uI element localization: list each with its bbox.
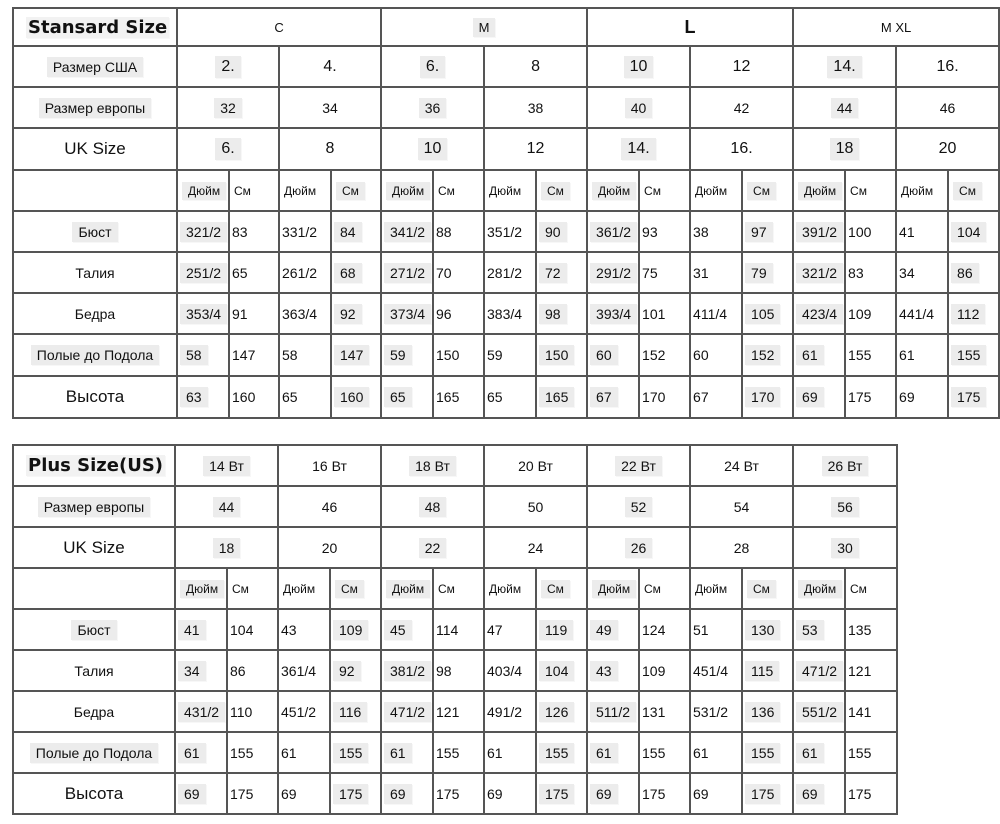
plus-waist-value-cm: 86 (227, 650, 278, 691)
standard-size-table (12, 7, 1000, 419)
plus-unit-label-cm: См (742, 568, 793, 609)
plus-bust-value-cm: 114 (433, 609, 484, 650)
bust-value-cm: 104 (948, 211, 999, 252)
plus-bust-value-cm: 135 (845, 609, 897, 650)
uk-size-value: 16. (690, 128, 793, 170)
length-value-inch: 59 (484, 334, 536, 376)
plus-height-value-cm: 175 (330, 773, 381, 814)
waist-value-inch: 291/2 (587, 252, 639, 293)
waist-value-cm: 72 (536, 252, 587, 293)
uk-size-value: 12 (484, 128, 587, 170)
length-value-cm: 150 (536, 334, 587, 376)
length-value-inch: 61 (793, 334, 845, 376)
plus-uk-size-value: 24 (484, 527, 587, 568)
row-label-uk: UK Size (13, 128, 177, 170)
plus-bust-value-inch: 45 (381, 609, 433, 650)
plus-waist-value-inch: 361/4 (278, 650, 330, 691)
bust-value-cm: 93 (639, 211, 690, 252)
plus-unit-label-cm: См (433, 568, 484, 609)
bust-value-cm: 97 (742, 211, 793, 252)
plus-hips-value-cm: 126 (536, 691, 587, 732)
plus-hips-value-cm: 141 (845, 691, 897, 732)
plus-waist-value-inch: 451/4 (690, 650, 742, 691)
height-value-inch: 65 (381, 376, 433, 418)
uk-size-value: 8 (279, 128, 381, 170)
unit-label-cm: См (536, 170, 587, 211)
hips-value-cm: 112 (948, 293, 999, 334)
bust-value-inch: 331/2 (279, 211, 331, 252)
unit-label-inch: Дюйм (896, 170, 948, 211)
plus-length-value-inch: 61 (690, 732, 742, 773)
plus-hips-value-cm: 136 (742, 691, 793, 732)
plus-height-value-cm: 175 (433, 773, 484, 814)
height-value-cm: 175 (948, 376, 999, 418)
eu-size-value: 38 (484, 87, 587, 128)
plus-unit-label-inch: Дюйм (381, 568, 433, 609)
height-value-cm: 170 (639, 376, 690, 418)
plus-unit-label-cm: См (227, 568, 278, 609)
plus-unit-row (13, 568, 897, 609)
plus-unit-label-blank (13, 568, 175, 609)
length-value-inch: 59 (381, 334, 433, 376)
plus-length-value-inch: 61 (484, 732, 536, 773)
plus-bust-value-cm: 119 (536, 609, 587, 650)
eu-size-row (13, 87, 999, 128)
plus-row-label-length: Полые до Подола (13, 732, 175, 773)
height-value-inch: 69 (793, 376, 845, 418)
plus-length-row (13, 732, 897, 773)
plus-row-label-waist: Талия (13, 650, 175, 691)
us-size-value: 14. (793, 46, 896, 87)
eu-size-value: 36 (381, 87, 484, 128)
size-letter-l: L (587, 8, 793, 46)
hips-value-inch: 441/4 (896, 293, 948, 334)
plus-eu-size-value: 46 (278, 486, 381, 527)
hips-row (13, 293, 999, 334)
plus-row-label-hips: Бедра (13, 691, 175, 732)
plus-length-value-cm: 155 (536, 732, 587, 773)
length-value-inch: 58 (177, 334, 229, 376)
plus-height-value-inch: 69 (793, 773, 845, 814)
hips-value-inch: 383/4 (484, 293, 536, 334)
plus-length-value-inch: 61 (175, 732, 227, 773)
waist-value-inch: 251/2 (177, 252, 229, 293)
uk-size-value: 18 (793, 128, 896, 170)
plus-hips-value-inch: 491/2 (484, 691, 536, 732)
plus-us-size-value: 24 Вт (690, 445, 793, 486)
hips-value-cm: 96 (433, 293, 484, 334)
unit-label-cm: См (639, 170, 690, 211)
waist-value-cm: 79 (742, 252, 793, 293)
waist-value-inch: 281/2 (484, 252, 536, 293)
plus-length-value-cm: 155 (742, 732, 793, 773)
plus-length-value-cm: 155 (639, 732, 690, 773)
length-value-cm: 152 (639, 334, 690, 376)
plus-bust-value-cm: 109 (330, 609, 381, 650)
plus-uk-size-value: 30 (793, 527, 897, 568)
waist-value-cm: 65 (229, 252, 279, 293)
plus-waist-value-cm: 109 (639, 650, 690, 691)
plus-us-size-value: 22 Вт (587, 445, 690, 486)
plus-us-size-value: 20 Вт (484, 445, 587, 486)
plus-bust-value-inch: 43 (278, 609, 330, 650)
size-letter-c: C (177, 8, 381, 46)
plus-height-value-cm: 175 (845, 773, 897, 814)
plus-bust-value-inch: 47 (484, 609, 536, 650)
row-label-waist: Талия (13, 252, 177, 293)
bust-value-inch: 38 (690, 211, 742, 252)
row-label-us: Размер США (13, 46, 177, 87)
bust-value-inch: 341/2 (381, 211, 433, 252)
plus-eu-size-value: 52 (587, 486, 690, 527)
row-label-bust: Бюст (13, 211, 177, 252)
plus-unit-label-cm: См (845, 568, 897, 609)
hips-value-inch: 393/4 (587, 293, 639, 334)
height-value-cm: 175 (845, 376, 896, 418)
plus-hips-row (13, 691, 897, 732)
plus-length-value-inch: 61 (587, 732, 639, 773)
hips-value-inch: 411/4 (690, 293, 742, 334)
plus-length-value-cm: 155 (845, 732, 897, 773)
eu-size-value: 32 (177, 87, 279, 128)
plus-hips-value-cm: 116 (330, 691, 381, 732)
plus-bust-value-inch: 49 (587, 609, 639, 650)
unit-label-blank (13, 170, 177, 211)
length-value-inch: 60 (690, 334, 742, 376)
us-size-value: 4. (279, 46, 381, 87)
plus-length-value-cm: 155 (433, 732, 484, 773)
bust-value-cm: 100 (845, 211, 896, 252)
unit-label-inch: Дюйм (587, 170, 639, 211)
height-value-cm: 160 (229, 376, 279, 418)
plus-waist-value-cm: 98 (433, 650, 484, 691)
plus-uk-size-value: 18 (175, 527, 278, 568)
plus-row-label-uk: UK Size (13, 527, 175, 568)
bust-row (13, 211, 999, 252)
eu-size-value: 44 (793, 87, 896, 128)
plus-height-value-cm: 175 (742, 773, 793, 814)
plus-eu-size-value: 50 (484, 486, 587, 527)
plus-waist-row (13, 650, 897, 691)
hips-value-cm: 105 (742, 293, 793, 334)
height-value-cm: 165 (433, 376, 484, 418)
plus-height-value-inch: 69 (381, 773, 433, 814)
plus-uk-size-value: 26 (587, 527, 690, 568)
plus-bust-value-inch: 51 (690, 609, 742, 650)
plus-length-value-inch: 61 (278, 732, 330, 773)
waist-value-inch: 34 (896, 252, 948, 293)
plus-eu-size-value: 44 (175, 486, 278, 527)
plus-height-value-inch: 69 (587, 773, 639, 814)
plus-bust-value-inch: 41 (175, 609, 227, 650)
plus-length-value-inch: 61 (381, 732, 433, 773)
waist-value-cm: 70 (433, 252, 484, 293)
plus-row-label-height: Высота (13, 773, 175, 814)
row-label-length: Полые до Подола (13, 334, 177, 376)
plus-bust-value-cm: 124 (639, 609, 690, 650)
us-size-value: 8 (484, 46, 587, 87)
hips-value-cm: 109 (845, 293, 896, 334)
bust-value-cm: 90 (536, 211, 587, 252)
hips-value-cm: 101 (639, 293, 690, 334)
length-value-inch: 61 (896, 334, 948, 376)
us-size-value: 10 (587, 46, 690, 87)
plus-row-label-bust: Бюст (13, 609, 175, 650)
waist-value-cm: 83 (845, 252, 896, 293)
eu-size-value: 42 (690, 87, 793, 128)
unit-label-cm: См (433, 170, 484, 211)
hips-value-inch: 423/4 (793, 293, 845, 334)
plus-hips-value-inch: 551/2 (793, 691, 845, 732)
unit-label-inch: Дюйм (279, 170, 331, 211)
height-row (13, 376, 999, 418)
height-value-inch: 67 (587, 376, 639, 418)
waist-value-cm: 75 (639, 252, 690, 293)
uk-size-value: 6. (177, 128, 279, 170)
plus-eu-size-value: 54 (690, 486, 793, 527)
plus-uk-size-value: 20 (278, 527, 381, 568)
height-value-inch: 67 (690, 376, 742, 418)
plus-height-value-cm: 175 (639, 773, 690, 814)
eu-size-value: 40 (587, 87, 690, 128)
plus-uk-size-row (13, 527, 897, 568)
us-size-value: 12 (690, 46, 793, 87)
length-row (13, 334, 999, 376)
plus-title: Plus Size(US) (28, 455, 164, 476)
plus-title-cell (13, 445, 175, 486)
length-value-cm: 150 (433, 334, 484, 376)
plus-us-size-value: 26 Вт (793, 445, 897, 486)
plus-waist-value-inch: 471/2 (793, 650, 845, 691)
plus-waist-value-inch: 43 (587, 650, 639, 691)
bust-value-inch: 351/2 (484, 211, 536, 252)
row-label-height: Высота (13, 376, 177, 418)
plus-eu-size-value: 56 (793, 486, 897, 527)
height-value-inch: 65 (484, 376, 536, 418)
unit-label-cm: См (331, 170, 381, 211)
plus-height-row (13, 773, 897, 814)
plus-length-value-cm: 155 (330, 732, 381, 773)
plus-hips-value-cm: 131 (639, 691, 690, 732)
length-value-inch: 60 (587, 334, 639, 376)
unit-label-inch: Дюйм (690, 170, 742, 211)
plus-waist-value-cm: 121 (845, 650, 897, 691)
length-value-inch: 58 (279, 334, 331, 376)
height-value-inch: 69 (896, 376, 948, 418)
plus-hips-value-inch: 451/2 (278, 691, 330, 732)
plus-unit-label-inch: Дюйм (690, 568, 742, 609)
plus-us-size-value: 18 Вт (381, 445, 484, 486)
waist-value-inch: 271/2 (381, 252, 433, 293)
plus-length-value-cm: 155 (227, 732, 278, 773)
standard-title-cell (13, 8, 177, 46)
bust-value-inch: 41 (896, 211, 948, 252)
height-value-inch: 63 (177, 376, 229, 418)
height-value-cm: 160 (331, 376, 381, 418)
plus-waist-value-inch: 381/2 (381, 650, 433, 691)
length-value-cm: 147 (229, 334, 279, 376)
hips-value-inch: 363/4 (279, 293, 331, 334)
plus-height-value-inch: 69 (175, 773, 227, 814)
plus-us-size-value: 16 Вт (278, 445, 381, 486)
plus-waist-value-cm: 104 (536, 650, 587, 691)
size-letter-m: M (381, 8, 587, 46)
plus-hips-value-cm: 110 (227, 691, 278, 732)
plus-length-value-inch: 61 (793, 732, 845, 773)
bust-value-cm: 84 (331, 211, 381, 252)
bust-value-cm: 83 (229, 211, 279, 252)
unit-label-cm: См (742, 170, 793, 211)
plus-uk-size-value: 28 (690, 527, 793, 568)
plus-unit-label-inch: Дюйм (587, 568, 639, 609)
unit-label-cm: См (229, 170, 279, 211)
bust-value-cm: 88 (433, 211, 484, 252)
plus-us-size-value: 14 Вт (175, 445, 278, 486)
plus-waist-value-inch: 34 (175, 650, 227, 691)
length-value-cm: 155 (948, 334, 999, 376)
unit-label-inch: Дюйм (793, 170, 845, 211)
plus-row-label-eu: Размер европы (13, 486, 175, 527)
plus-size-table (12, 444, 898, 815)
plus-unit-label-inch: Дюйм (793, 568, 845, 609)
uk-size-value: 14. (587, 128, 690, 170)
plus-height-value-inch: 69 (278, 773, 330, 814)
row-label-eu: Размер европы (13, 87, 177, 128)
plus-eu-size-value: 48 (381, 486, 484, 527)
unit-label-inch: Дюйм (177, 170, 229, 211)
size-letter-mxl: M XL (793, 8, 999, 46)
plus-bust-value-cm: 130 (742, 609, 793, 650)
plus-us-size-row (13, 445, 897, 486)
length-value-cm: 147 (331, 334, 381, 376)
uk-size-value: 20 (896, 128, 999, 170)
plus-height-value-inch: 69 (690, 773, 742, 814)
plus-hips-value-inch: 511/2 (587, 691, 639, 732)
plus-height-value-cm: 175 (536, 773, 587, 814)
bust-value-inch: 391/2 (793, 211, 845, 252)
plus-unit-label-inch: Дюйм (484, 568, 536, 609)
unit-row (13, 170, 999, 211)
bust-value-inch: 321/2 (177, 211, 229, 252)
length-value-cm: 155 (845, 334, 896, 376)
hips-value-cm: 92 (331, 293, 381, 334)
hips-value-cm: 91 (229, 293, 279, 334)
row-label-hips: Бедра (13, 293, 177, 334)
plus-hips-value-cm: 121 (433, 691, 484, 732)
waist-value-cm: 68 (331, 252, 381, 293)
height-value-cm: 170 (742, 376, 793, 418)
unit-label-inch: Дюйм (381, 170, 433, 211)
waist-value-inch: 31 (690, 252, 742, 293)
waist-value-inch: 261/2 (279, 252, 331, 293)
plus-waist-value-cm: 115 (742, 650, 793, 691)
plus-unit-label-inch: Дюйм (175, 568, 227, 609)
us-size-value: 16. (896, 46, 999, 87)
plus-waist-value-inch: 403/4 (484, 650, 536, 691)
plus-unit-label-cm: См (536, 568, 587, 609)
plus-waist-value-cm: 92 (330, 650, 381, 691)
hips-value-inch: 373/4 (381, 293, 433, 334)
plus-unit-label-cm: См (639, 568, 690, 609)
uk-size-row (13, 128, 999, 170)
waist-value-cm: 86 (948, 252, 999, 293)
eu-size-value: 46 (896, 87, 999, 128)
standard-title: Stansard Size (28, 16, 168, 38)
uk-size-value: 10 (381, 128, 484, 170)
plus-height-value-inch: 69 (484, 773, 536, 814)
plus-bust-row (13, 609, 897, 650)
plus-hips-value-inch: 471/2 (381, 691, 433, 732)
waist-row (13, 252, 999, 293)
us-size-value: 2. (177, 46, 279, 87)
plus-unit-label-cm: См (330, 568, 381, 609)
height-value-cm: 165 (536, 376, 587, 418)
height-value-inch: 65 (279, 376, 331, 418)
hips-value-inch: 353/4 (177, 293, 229, 334)
bust-value-inch: 361/2 (587, 211, 639, 252)
plus-uk-size-value: 22 (381, 527, 484, 568)
hips-value-cm: 98 (536, 293, 587, 334)
waist-value-inch: 321/2 (793, 252, 845, 293)
unit-label-cm: См (845, 170, 896, 211)
plus-unit-label-inch: Дюйм (278, 568, 330, 609)
plus-hips-value-inch: 431/2 (175, 691, 227, 732)
unit-label-cm: См (948, 170, 999, 211)
plus-eu-size-row (13, 486, 897, 527)
length-value-cm: 152 (742, 334, 793, 376)
plus-height-value-cm: 175 (227, 773, 278, 814)
plus-bust-value-cm: 104 (227, 609, 278, 650)
eu-size-value: 34 (279, 87, 381, 128)
us-size-value: 6. (381, 46, 484, 87)
size-letter-row (13, 8, 999, 46)
plus-bust-value-inch: 53 (793, 609, 845, 650)
unit-label-inch: Дюйм (484, 170, 536, 211)
us-size-row (13, 46, 999, 87)
plus-hips-value-inch: 531/2 (690, 691, 742, 732)
